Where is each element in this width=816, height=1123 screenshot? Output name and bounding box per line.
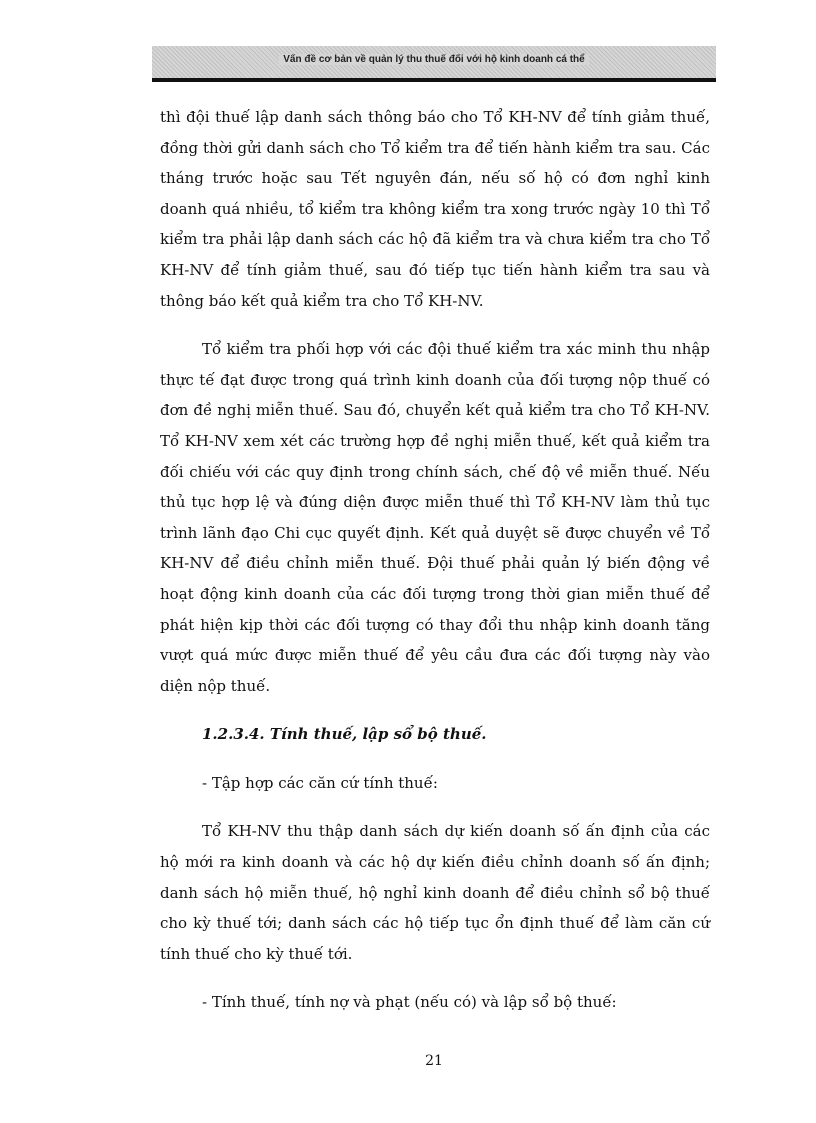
page-number: 21 (425, 1053, 443, 1069)
header-rule (152, 78, 716, 82)
paragraph: Tổ kiểm tra phối hợp với các đội thuế kiểm tra xác minh thu nhập thực tế đạt được trong quá trình kinh doanh của đối tượng nộp thuế có đơn đề nghị miễn thuế. Sau đó, chuyển kết quả kiểm tra cho Tổ KH-NV. Tổ KH-NV xem xét các trường hợp đề nghị miễn thuế, kết quả kiểm tra đối chiếu với các quy định trong chính sách, chế độ về miễn thuế. Nếu thủ tục hợp lệ và đúng diện được miễn thuế thì Tổ KH-NV làm thủ tục trình lãnh đạo Chi cục quyết định. Kết quả duyệt sẽ được chuyển về Tổ KH-NV để điều chỉnh miễn thuế. Đội thuế phải quản lý biến động về hoạt động kinh doanh của các đối tượng trong thời gian miễn thuế để phát hiện kịp thời các đối tượng có thay đổi thu nhập kinh doanh tăng vượt quá mức được miễn thuế để yêu cầu đưa các đối tượng này vào diện nộp thuế. (160, 340, 710, 695)
running-header (152, 46, 716, 78)
paragraph: Tổ KH-NV thu thập danh sách dự kiến doanh số ấn định của các hộ mới ra kinh doanh và các hộ dự kiến điều chỉnh doanh số ấn định; danh sách hộ miễn thuế, hộ nghỉ kinh doanh để điều chỉnh sổ bộ thuế cho kỳ thuế tới; danh sách các hộ tiếp tục ổn định thuế để làm căn cứ tính thuế cho kỳ thuế tới. (160, 822, 710, 963)
bullet-item: - Tính thuế, tính nợ và phạt (nếu có) và lập sổ bộ thuế: (202, 993, 617, 1012)
section-heading: 1.2.3.4. Tính thuế, lập sổ bộ thuế. (202, 725, 487, 744)
running-header-title: Vấn đề cơ bản về quản lý thu thuế đối với hộ kinh doanh cá thể (279, 54, 588, 65)
bullet-item: - Tập hợp các căn cứ tính thuế: (202, 773, 438, 792)
page-body (160, 102, 710, 1036)
paragraph: thì đội thuế lập danh sách thông báo cho Tổ KH-NV để tính giảm thuế, đồng thời gửi danh sách cho Tổ kiểm tra để tiến hành kiểm tra sau. Các tháng trước hoặc sau Tết nguyên đán, nếu số hộ có đơn nghỉ kinh doanh quá nhiều, tổ kiểm tra không kiểm tra xong trước ngày 10 thì Tổ kiểm tra phải lập danh sách các hộ đã kiểm tra và chưa kiểm tra cho Tổ KH-NV để tính giảm thuế, sau đó tiếp tục tiến hành kiểm tra sau và thông báo kết quả kiểm tra cho Tổ KH-NV. (160, 108, 710, 310)
